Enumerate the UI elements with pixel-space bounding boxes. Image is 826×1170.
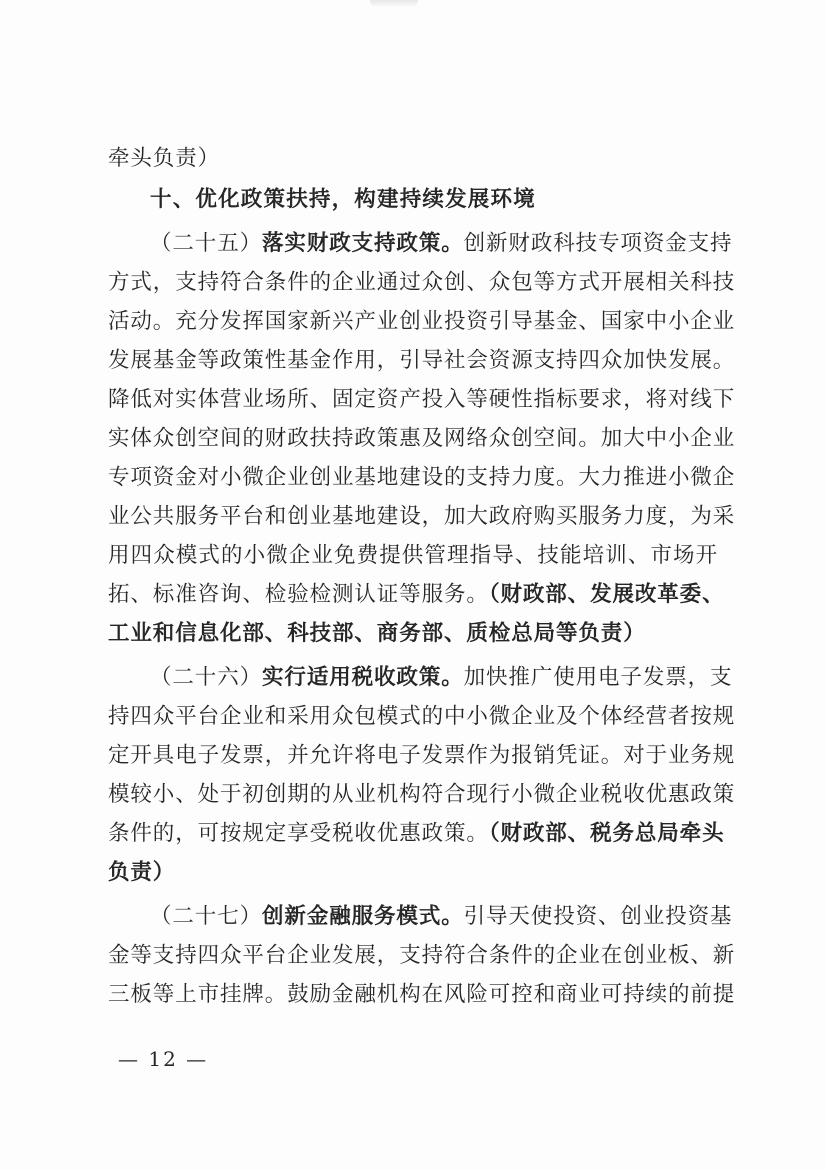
body-line-22: 三板等上市挂牌。鼓励金融机构在风险可控和商业可持续的前提 <box>108 982 736 1007</box>
body-line-8: 实体众创空间的财政扶持政策惠及网络众创空间。加大中小企业 <box>108 426 736 451</box>
body-line-16: 定开具电子发票，并允许将电子发票作为报销凭证。对于业务规 <box>108 743 736 768</box>
body-line-21: 金等支持四众平台企业发展，支持符合条件的企业在创业板、新 <box>108 943 736 968</box>
scan-artifact <box>370 0 418 8</box>
body-line-13: 工业和信息化部、科技部、商务部、质检总局等负责） <box>108 621 646 646</box>
body-line-11: 用四众模式的小微企业免费提供管理指导、技能培训、市场开 <box>108 543 718 568</box>
paragraph-26-start: （二十六）实行适用税收政策。加快推广使用电子发票，支 <box>150 665 733 690</box>
body-line-12: 拓、标准咨询、检验检测认证等服务。（财政部、发展改革委、 <box>108 582 725 607</box>
body-line-10: 业公共服务平台和创业基地建设，加大政府购买服务力度，为采 <box>108 504 736 529</box>
body-line-17: 模较小、处于初创期的从业机构符合现行小微企业税收优惠政策 <box>108 782 736 807</box>
body-line-4: 方式，支持符合条件的企业通过众创、众包等方式开展相关科技 <box>108 270 736 295</box>
body-line-5: 活动。充分发挥国家新兴产业创业投资引导基金、国家中小企业 <box>108 309 736 334</box>
body-line-15: 持四众平台企业和采用众包模式的中小微企业及个体经营者按规 <box>108 704 736 729</box>
paragraph-25-start: （二十五）落实财政支持政策。创新财政科技专项资金支持 <box>150 231 733 256</box>
paragraph-27-start: （二十七）创新金融服务模式。引导天使投资、创业投资基 <box>150 904 733 929</box>
body-line-19: 负责） <box>108 860 176 885</box>
body-line-6: 发展基金等政策性基金作用，引导社会资源支持四众加快发展。 <box>108 348 736 373</box>
body-line-1: 牵头负责） <box>108 146 221 171</box>
body-line-7: 降低对实体营业场所、固定资产投入等硬性指标要求，将对线下 <box>108 387 736 412</box>
body-line-18: 条件的，可按规定享受税收优惠政策。（财政部、税务总局牵头 <box>108 821 725 846</box>
section-heading: 十、优化政策扶持，构建持续发展环境 <box>150 187 536 212</box>
page-number: — 12 — <box>118 1047 209 1071</box>
body-line-9: 专项资金对小微企业创业基地建设的支持力度。大力推进小微企 <box>108 465 736 490</box>
